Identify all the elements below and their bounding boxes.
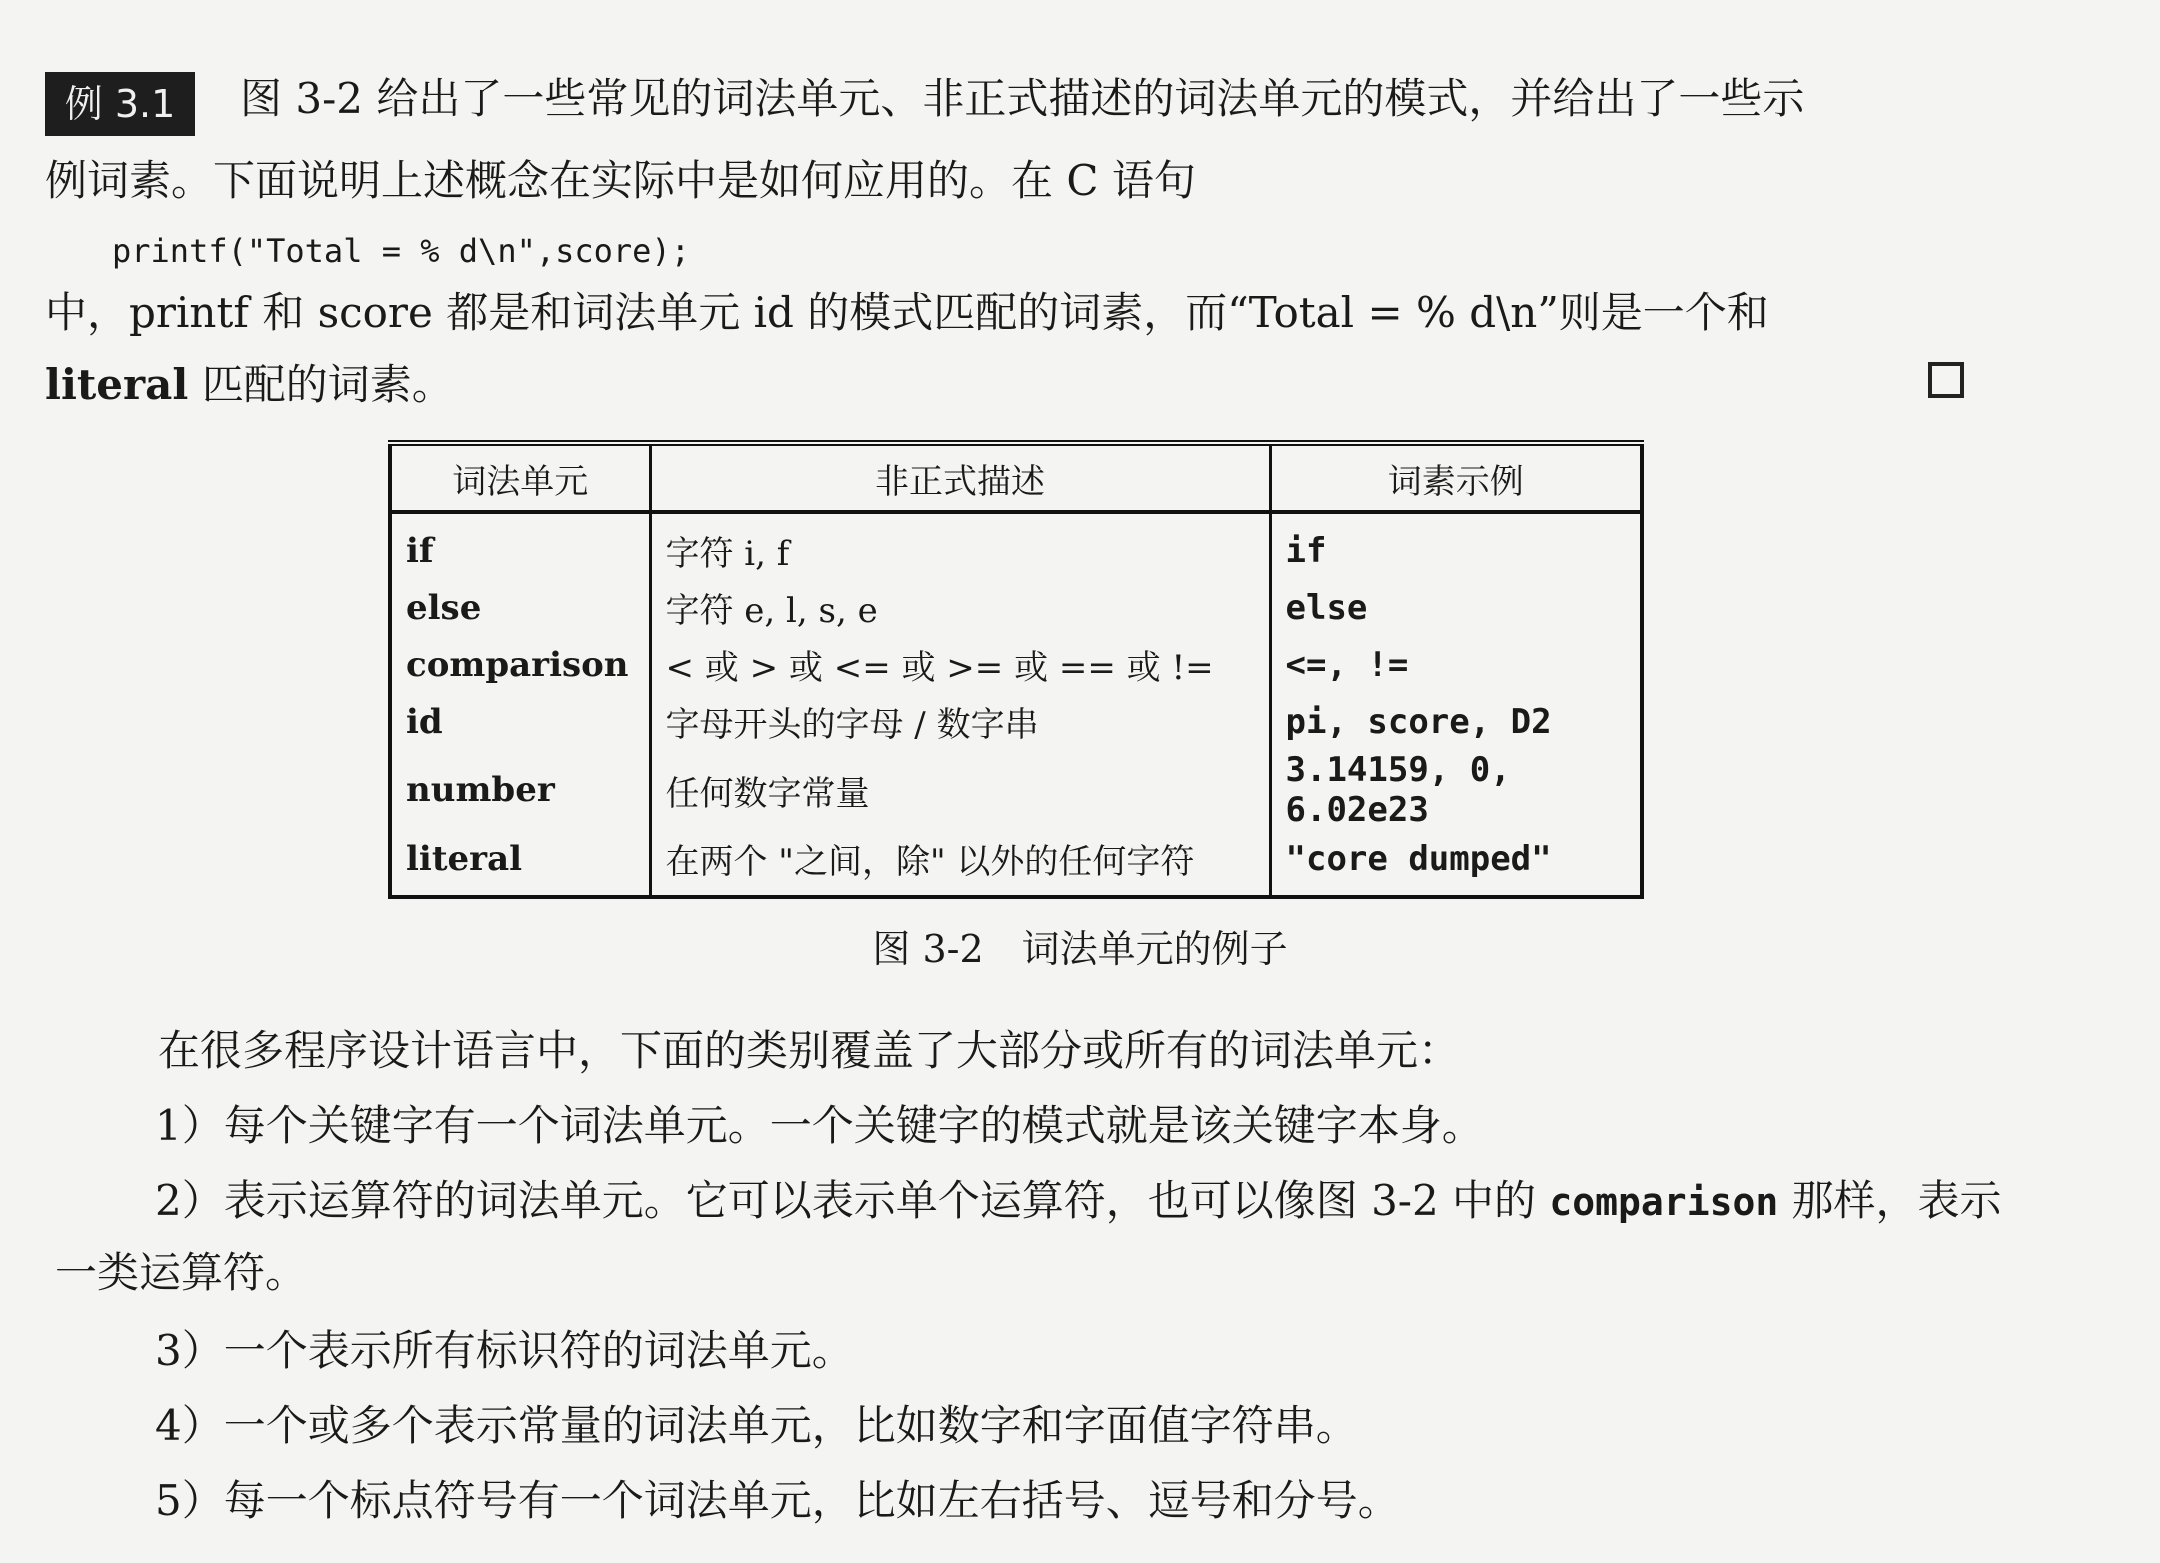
lexeme-cell: 3.14159, 0, 6.02e23 [1270, 750, 1642, 830]
figure-caption: 图 3-2 词法单元的例子 [872, 927, 1288, 971]
list-item-3: 3）一个表示所有标识符的词法单元。 [155, 1326, 854, 1375]
lexeme-cell: <=, != [1270, 636, 1642, 693]
lexeme-cell: pi, score, D2 [1270, 693, 1642, 750]
token-cell: if [406, 530, 434, 571]
list-item-2-text: 2）表示运算符的词法单元。它可以表示单个运算符，也可以像图 3-2 中的 [155, 1176, 1550, 1225]
header-description: 非正式描述 [650, 443, 1270, 512]
list-item-5: 5）每一个标点符号有一个词法单元，比如左右括号、逗号和分号。 [155, 1476, 1400, 1525]
intro-line-2: 例词素。下面说明上述概念在实际中是如何应用的。在 C 语句 [45, 156, 1196, 205]
token-cell: literal [406, 838, 523, 879]
literal-term: literal [45, 360, 189, 409]
token-cell: number [406, 770, 555, 810]
token-cell: else [406, 587, 482, 628]
list-item-2 [155, 1176, 2002, 1225]
example-badge: 例 3.1 [45, 72, 195, 136]
comparison-term: comparison [1549, 1180, 1779, 1224]
list-item-2-text-end: 那样，表示 [1778, 1176, 2002, 1225]
list-item-2-continuation: 一类运算符。 [55, 1248, 308, 1297]
lexeme-cell: "core dumped" [1270, 830, 1642, 897]
table-row [390, 579, 1642, 636]
table-row [390, 830, 1642, 897]
code-snippet: printf("Total = % d\n",score); [112, 232, 690, 270]
table-row [390, 750, 1642, 830]
intro-line-3: 中，printf 和 score 都是和词法单元 id 的模式匹配的词素，而“Total = % d\n”则是一个和 [45, 288, 1769, 337]
description-cell: 任何数字常量 [650, 750, 1270, 830]
description-cell: 字符 i, f [650, 512, 1270, 579]
lexeme-cell: if [1270, 512, 1642, 579]
intro-line-4-rest: 匹配的词素。 [188, 360, 454, 409]
description-cell: 字母开头的字母 / 数字串 [650, 693, 1270, 750]
token-cell: comparison [406, 644, 629, 685]
lexeme-cell: else [1270, 579, 1642, 636]
description-cell: 在两个 "之间，除" 以外的任何字符 [650, 830, 1270, 897]
list-item-1: 1）每个关键字有一个词法单元。一个关键字的模式就是该关键字本身。 [155, 1101, 1484, 1150]
token-cell: id [406, 701, 443, 742]
table-row [390, 636, 1642, 693]
end-of-example-box [1928, 362, 1964, 398]
table-header-row [390, 443, 1642, 512]
token-table [388, 440, 1644, 899]
table-row [390, 693, 1642, 750]
list-item-4: 4）一个或多个表示常量的词法单元，比如数字和字面值字符串。 [155, 1401, 1358, 1450]
intro-line-1: 图 3-2 给出了一些常见的词法单元、非正式描述的词法单元的模式，并给出了一些示 [240, 74, 1805, 123]
header-token: 词法单元 [390, 443, 650, 512]
table-row [390, 512, 1642, 579]
paragraph-intro: 在很多程序设计语言中，下面的类别覆盖了大部分或所有的词法单元： [158, 1026, 1461, 1075]
intro-line-4 [45, 360, 454, 409]
description-cell: 字符 e, l, s, e [650, 579, 1270, 636]
description-cell: < 或 > 或 <= 或 >= 或 == 或 != [650, 636, 1270, 693]
header-lexeme: 词素示例 [1270, 443, 1642, 512]
